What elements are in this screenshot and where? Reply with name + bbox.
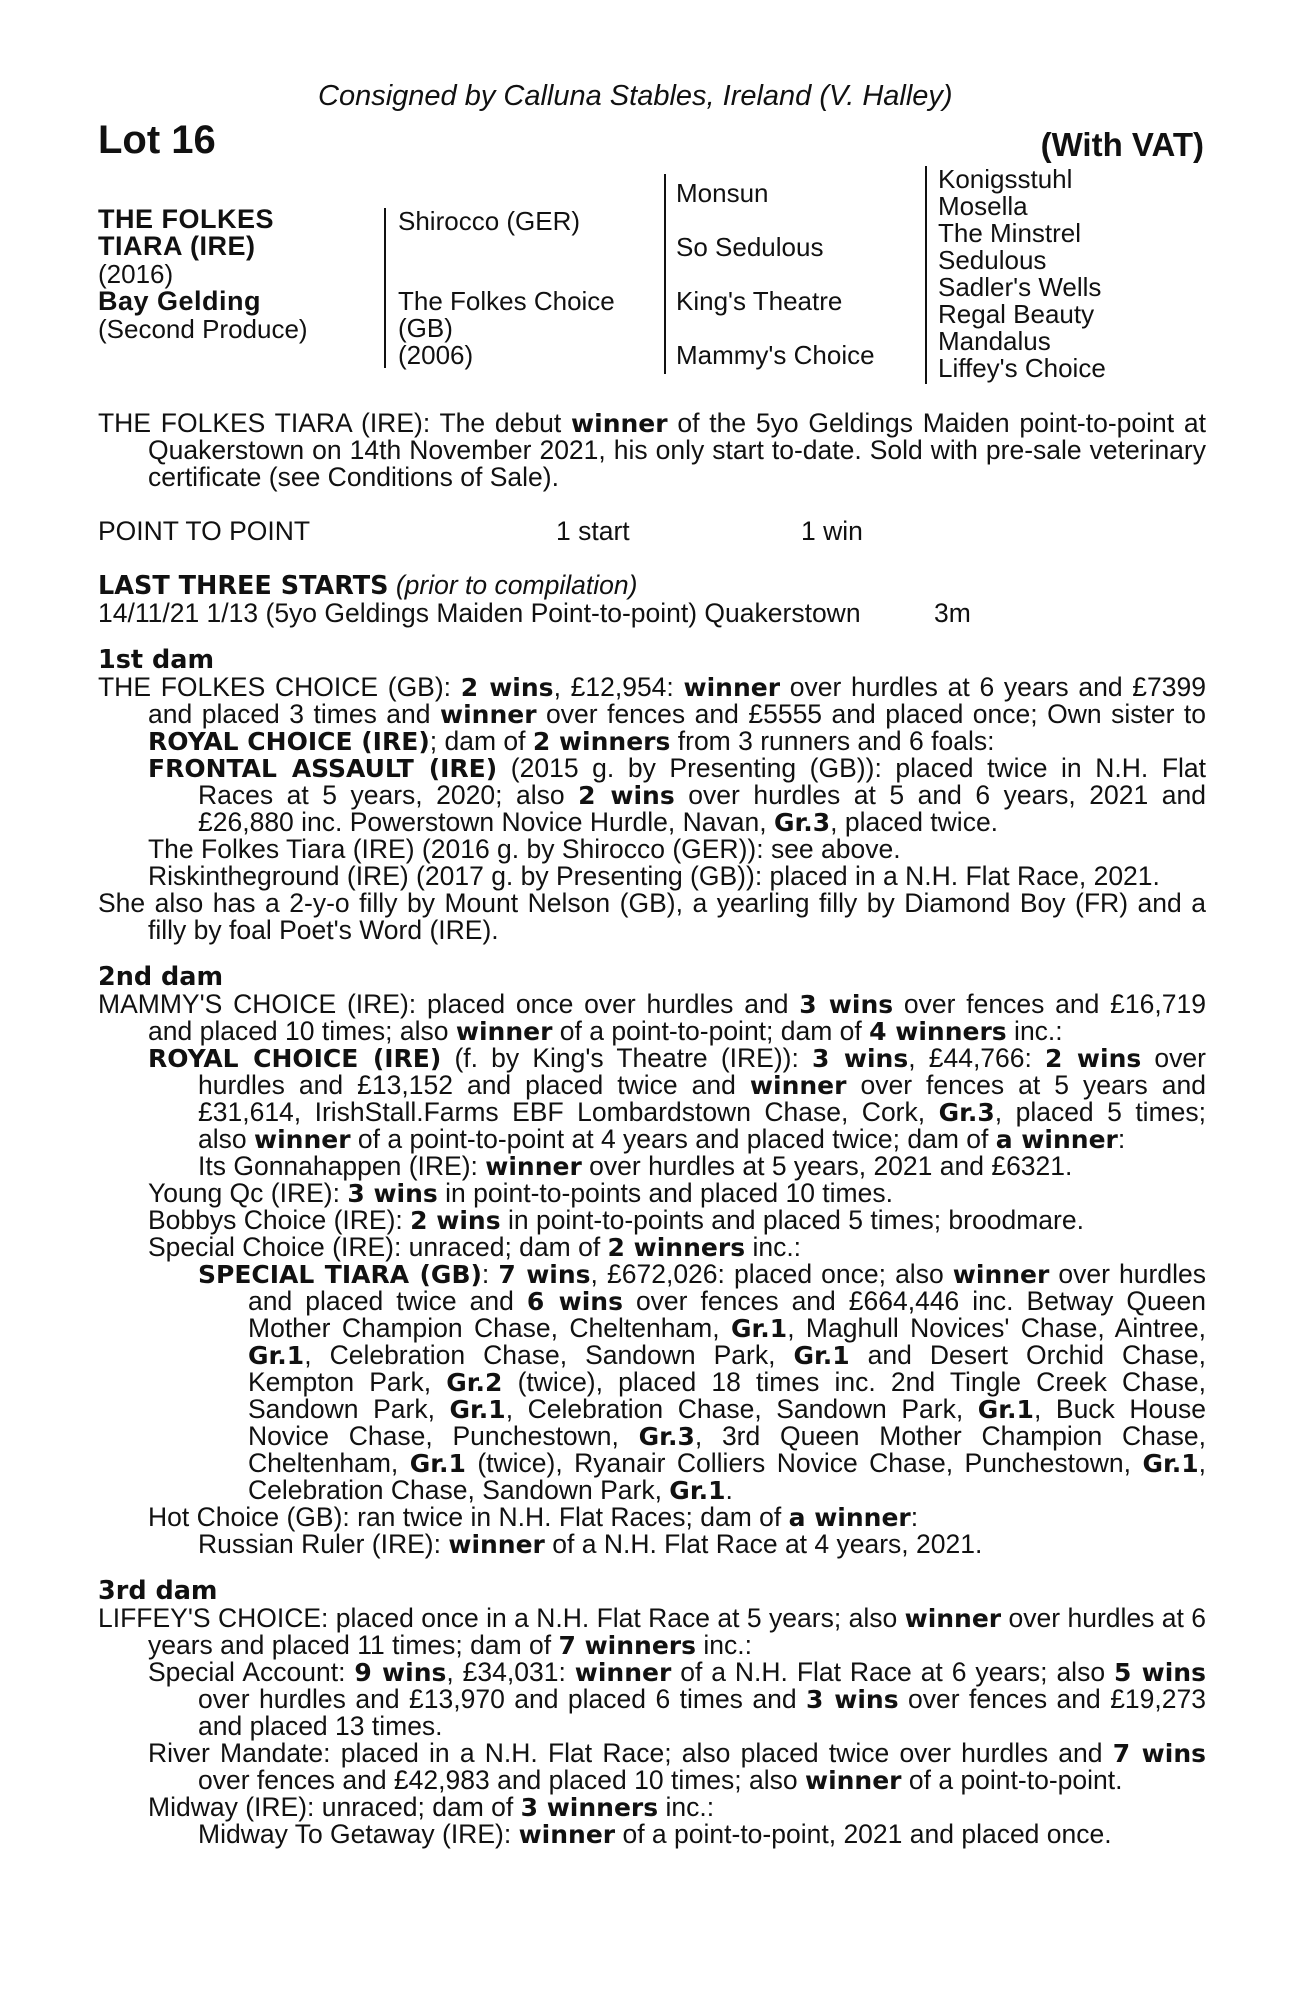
granddam-sire-side: So Sedulous: [676, 232, 824, 262]
bold-highlight: winner: [952, 1260, 1050, 1289]
dam-line3: (2006): [398, 340, 474, 370]
bold-highlight: 7 wins: [498, 1260, 591, 1289]
lot-number: Lot 16: [98, 118, 216, 162]
bold-highlight: 3 wins: [799, 990, 894, 1019]
bold-highlight: 7 wins: [1112, 1739, 1206, 1768]
bold-highlight: winner: [518, 1820, 616, 1849]
ptp-wins: 1 win: [801, 516, 863, 546]
pedigree-paragraph: Young Qc (IRE): 3 wins in point-to-points and placed 10 times.: [148, 1178, 893, 1208]
pedigree-paragraph: ROYAL CHOICE (IRE) (f. by King's Theatre (IRE)): 3 wins, £44,766: 2 wins over hurdles and £13,152 and placed twice and winner over fences at 5 years and £31,614, IrishStall.Farms EBF Lombardstown Chase, Cork, Gr.3, placed 5 times; also winner of a point-to-point at 4 years and placed twice; dam of a winner:: [148, 1043, 1207, 1154]
gen4-ancestor: Regal Beauty: [938, 299, 1095, 329]
bold-highlight: 3 wins: [806, 1685, 899, 1714]
bold-highlight: 2 wins: [1045, 1044, 1142, 1073]
last-start-row: [98, 600, 1206, 627]
second-dam-heading: 2nd dam: [98, 962, 224, 992]
bold-highlight: ROYAL CHOICE (IRE): [148, 727, 430, 756]
horse-name-line2: TIARA (IRE): [98, 231, 256, 261]
pedigree-paragraph: LIFFEY'S CHOICE: placed once in a N.H. Flat Race at 5 years; also winner over hurdles at 6 years and placed 11 times; dam of 7 winners inc.:: [98, 1603, 1206, 1660]
bold-highlight: 9 wins: [354, 1658, 447, 1687]
bold-highlight: Gr.1: [409, 1449, 466, 1478]
sire: Shirocco (GER): [398, 206, 581, 236]
gen4-ancestor: Mandalus: [938, 326, 1051, 356]
last-three-starts-heading: LAST THREE STARTS (prior to compilation): [98, 570, 638, 601]
pedigree-divider-2: [664, 174, 666, 374]
pedigree-paragraph: FRONTAL ASSAULT (IRE) (2015 g. by Presenting (GB)): placed twice in N.H. Flat Races at 5 years, 2020; also 2 wins over hurdles at 5 and 6 years, 2021 and £26,880 inc. Powerstown Novice Hurdle, Navan, Gr.3, placed twice.: [148, 753, 1207, 837]
bold-highlight: winner: [571, 409, 668, 438]
ptp-label: POINT TO POINT: [98, 516, 311, 546]
bold-highlight: SPECIAL TIARA (GB): [198, 1260, 482, 1289]
pedigree-divider-1: [384, 208, 386, 368]
bold-highlight: winner: [485, 1152, 582, 1181]
bold-highlight: Gr.2: [446, 1368, 503, 1397]
gen4-ancestor: Sedulous: [938, 245, 1047, 275]
horse-sex: Bay Gelding: [98, 286, 262, 316]
bold-highlight: a winner: [995, 1125, 1118, 1154]
intro-paragraph: THE FOLKES TIARA (IRE): The debut winner of the 5yo Geldings Maiden point-to-point at Quakerstown on 14th November 2021, his only start to-date. Sold with pre-sale veterinary certificate (see Conditions of Sale).: [98, 408, 1206, 492]
gen4-ancestor: Liffey's Choice: [938, 353, 1106, 383]
bold-highlight: winner: [804, 1766, 902, 1795]
bold-highlight: Gr.3: [638, 1422, 695, 1451]
bold-highlight: 3 wins: [347, 1179, 438, 1208]
bold-highlight: Gr.1: [248, 1341, 305, 1370]
second-dam-name: Mammy's Choice: [676, 340, 875, 370]
bold-highlight: a winner: [788, 1503, 911, 1532]
gen4-ancestor: Konigsstuhl: [938, 164, 1073, 194]
bold-highlight: winner: [440, 700, 537, 729]
dam-line1: The Folkes Choice: [398, 286, 615, 316]
bold-highlight: winner: [904, 1604, 1002, 1633]
gen4-ancestor: Sadler's Wells: [938, 272, 1102, 302]
pedigree-paragraph: Midway (IRE): unraced; dam of 3 winners inc.:: [148, 1792, 715, 1822]
pedigree-paragraph: Special Choice (IRE): unraced; dam of 2 winners inc.:: [148, 1232, 802, 1262]
pedigree-divider-3: [925, 166, 927, 384]
third-dam-heading: 3rd dam: [98, 1576, 218, 1606]
pedigree-paragraph: The Folkes Tiara (IRE) (2016 g. by Shirocco (GER)): see above.: [148, 834, 901, 864]
bold-highlight: Gr.3: [938, 1098, 995, 1127]
bold-highlight: Gr.1: [793, 1341, 850, 1370]
bold-highlight: 3 winners: [520, 1793, 659, 1822]
bold-highlight: Gr.3: [773, 808, 831, 837]
race-line: 14/11/21 1/13 (5yo Geldings Maiden Point-to-point) Quakerstown: [98, 598, 861, 628]
consignor-line: Consigned by Calluna Stables, Ireland (V. Halley): [318, 80, 953, 112]
gen4-ancestor: The Minstrel: [938, 218, 1082, 248]
catalogue-body: [98, 410, 1206, 1848]
pedigree-paragraph: She also has a 2-y-o filly by Mount Nelson (GB), a yearling filly by Diamond Boy (FR) and a filly by foal Poet's Word (IRE).: [98, 888, 1206, 945]
bold-highlight: 7 winners: [558, 1631, 697, 1660]
bold-highlight: 6 wins: [526, 1287, 623, 1316]
pedigree-paragraph: THE FOLKES CHOICE (GB): 2 wins, £12,954: winner over hurdles at 6 years and £7399 and placed 3 times and winner over fences and £5555 and placed once; Own sister to ROYAL CHOICE (IRE); dam of 2 winners from 3 runners and 6 foals:: [98, 672, 1206, 756]
bold-highlight: 4 winners: [869, 1017, 1007, 1046]
second-dam-section: [98, 991, 1206, 1558]
bold-highlight: 2 wins: [460, 673, 554, 702]
bold-highlight: winner: [253, 1125, 351, 1154]
pedigree-paragraph: MAMMY'S CHOICE (IRE): placed once over hurdles and 3 wins over fences and £16,719 and placed 10 times; also winner of a point-to-point; dam of 4 winners inc.:: [98, 989, 1206, 1046]
race-distance: 3m: [934, 598, 971, 628]
dam-sire: King's Theatre: [676, 286, 843, 316]
bold-highlight: winner: [574, 1658, 672, 1687]
bold-highlight: 3 wins: [811, 1044, 909, 1073]
bold-highlight: 2 winners: [607, 1233, 746, 1262]
first-dam-section: [98, 674, 1206, 944]
bold-highlight: Gr.1: [449, 1395, 506, 1424]
pedigree-paragraph: River Mandate: placed in a N.H. Flat Race; also placed twice over hurdles and 7 wins over fences and £42,983 and placed 10 times; also winner of a point-to-point.: [148, 1738, 1206, 1795]
bold-highlight: 5 wins: [1113, 1658, 1206, 1687]
pedigree-paragraph: Hot Choice (GB): ran twice in N.H. Flat Races; dam of a winner:: [148, 1502, 919, 1532]
bold-highlight: 2 wins: [410, 1206, 501, 1235]
bold-highlight: Gr.1: [731, 1314, 788, 1343]
bold-highlight: 2 wins: [578, 781, 675, 810]
bold-highlight: Gr.1: [977, 1395, 1034, 1424]
bold-highlight: winner: [683, 673, 781, 702]
point-to-point-record: [98, 518, 1206, 545]
bold-highlight: 2 winners: [532, 727, 671, 756]
dam-line2: (GB): [398, 313, 453, 343]
pedigree-paragraph: Its Gonnahappen (IRE): winner over hurdles at 5 years, 2021 and £6321.: [198, 1151, 1073, 1181]
pedigree-paragraph: Special Account: 9 wins, £34,031: winner of a N.H. Flat Race at 6 years; also 5 wins over hurdles and £13,970 and placed 6 times and 3 wins over fences and £19,273 and placed 13 times.: [148, 1657, 1206, 1741]
pedigree-paragraph: Midway To Getaway (IRE): winner of a point-to-point, 2021 and placed once.: [198, 1819, 1112, 1849]
bold-highlight: ROYAL CHOICE (IRE): [148, 1044, 442, 1073]
bold-highlight: Gr.1: [1142, 1449, 1199, 1478]
third-dam-section: [98, 1605, 1206, 1848]
bold-highlight: FRONTAL ASSAULT (IRE): [148, 754, 498, 783]
horse-name-line1: THE FOLKES: [98, 204, 275, 234]
bold-highlight: Gr.1: [669, 1476, 726, 1505]
horse-year: (2016): [98, 259, 174, 289]
pedigree-paragraph: SPECIAL TIARA (GB): 7 wins, £672,026: placed once; also winner over hurdles and placed twice and 6 wins over fences and £664,446 inc. Betway Queen Mother Champion Chase, Cheltenham, Gr.1, Maghull Novices' Chase, Aintree, Gr.1, Celebration Chase, Sandown Park, Gr.1 and Desert Orchid Chase, Kempton Park, Gr.2 (twice), placed 18 times inc. 2nd Tingle Creek Chase, Sandown Park, Gr.1, Celebration Chase, Sandown Park, Gr.1, Buck House Novice Chase, Punchestown, Gr.3, 3rd Queen Mother Champion Chase, Cheltenham, Gr.1 (twice), Ryanair Colliers Novice Chase, Punchestown, Gr.1, Celebration Chase, Sandown Park, Gr.1.: [198, 1259, 1206, 1505]
bold-highlight: winner: [749, 1071, 847, 1100]
pedigree-paragraph: Bobbys Choice (IRE): 2 wins in point-to-points and placed 5 times; broodmare.: [148, 1205, 1084, 1235]
horse-produce: (Second Produce): [98, 314, 308, 344]
grandsire: Monsun: [676, 178, 769, 208]
pedigree-paragraph: Russian Ruler (IRE): winner of a N.H. Flat Race at 4 years, 2021.: [198, 1529, 983, 1559]
ptp-starts: 1 start: [556, 516, 630, 546]
pedigree-paragraph: Riskintheground (IRE) (2017 g. by Presenting (GB)): placed in a N.H. Flat Race, 2021.: [148, 861, 1160, 891]
gen4-ancestor: Mosella: [938, 191, 1028, 221]
vat-note: (With VAT): [1040, 126, 1204, 163]
first-dam-heading: 1st dam: [98, 645, 215, 675]
bold-highlight: winner: [448, 1530, 545, 1559]
bold-highlight: winner: [455, 1017, 553, 1046]
